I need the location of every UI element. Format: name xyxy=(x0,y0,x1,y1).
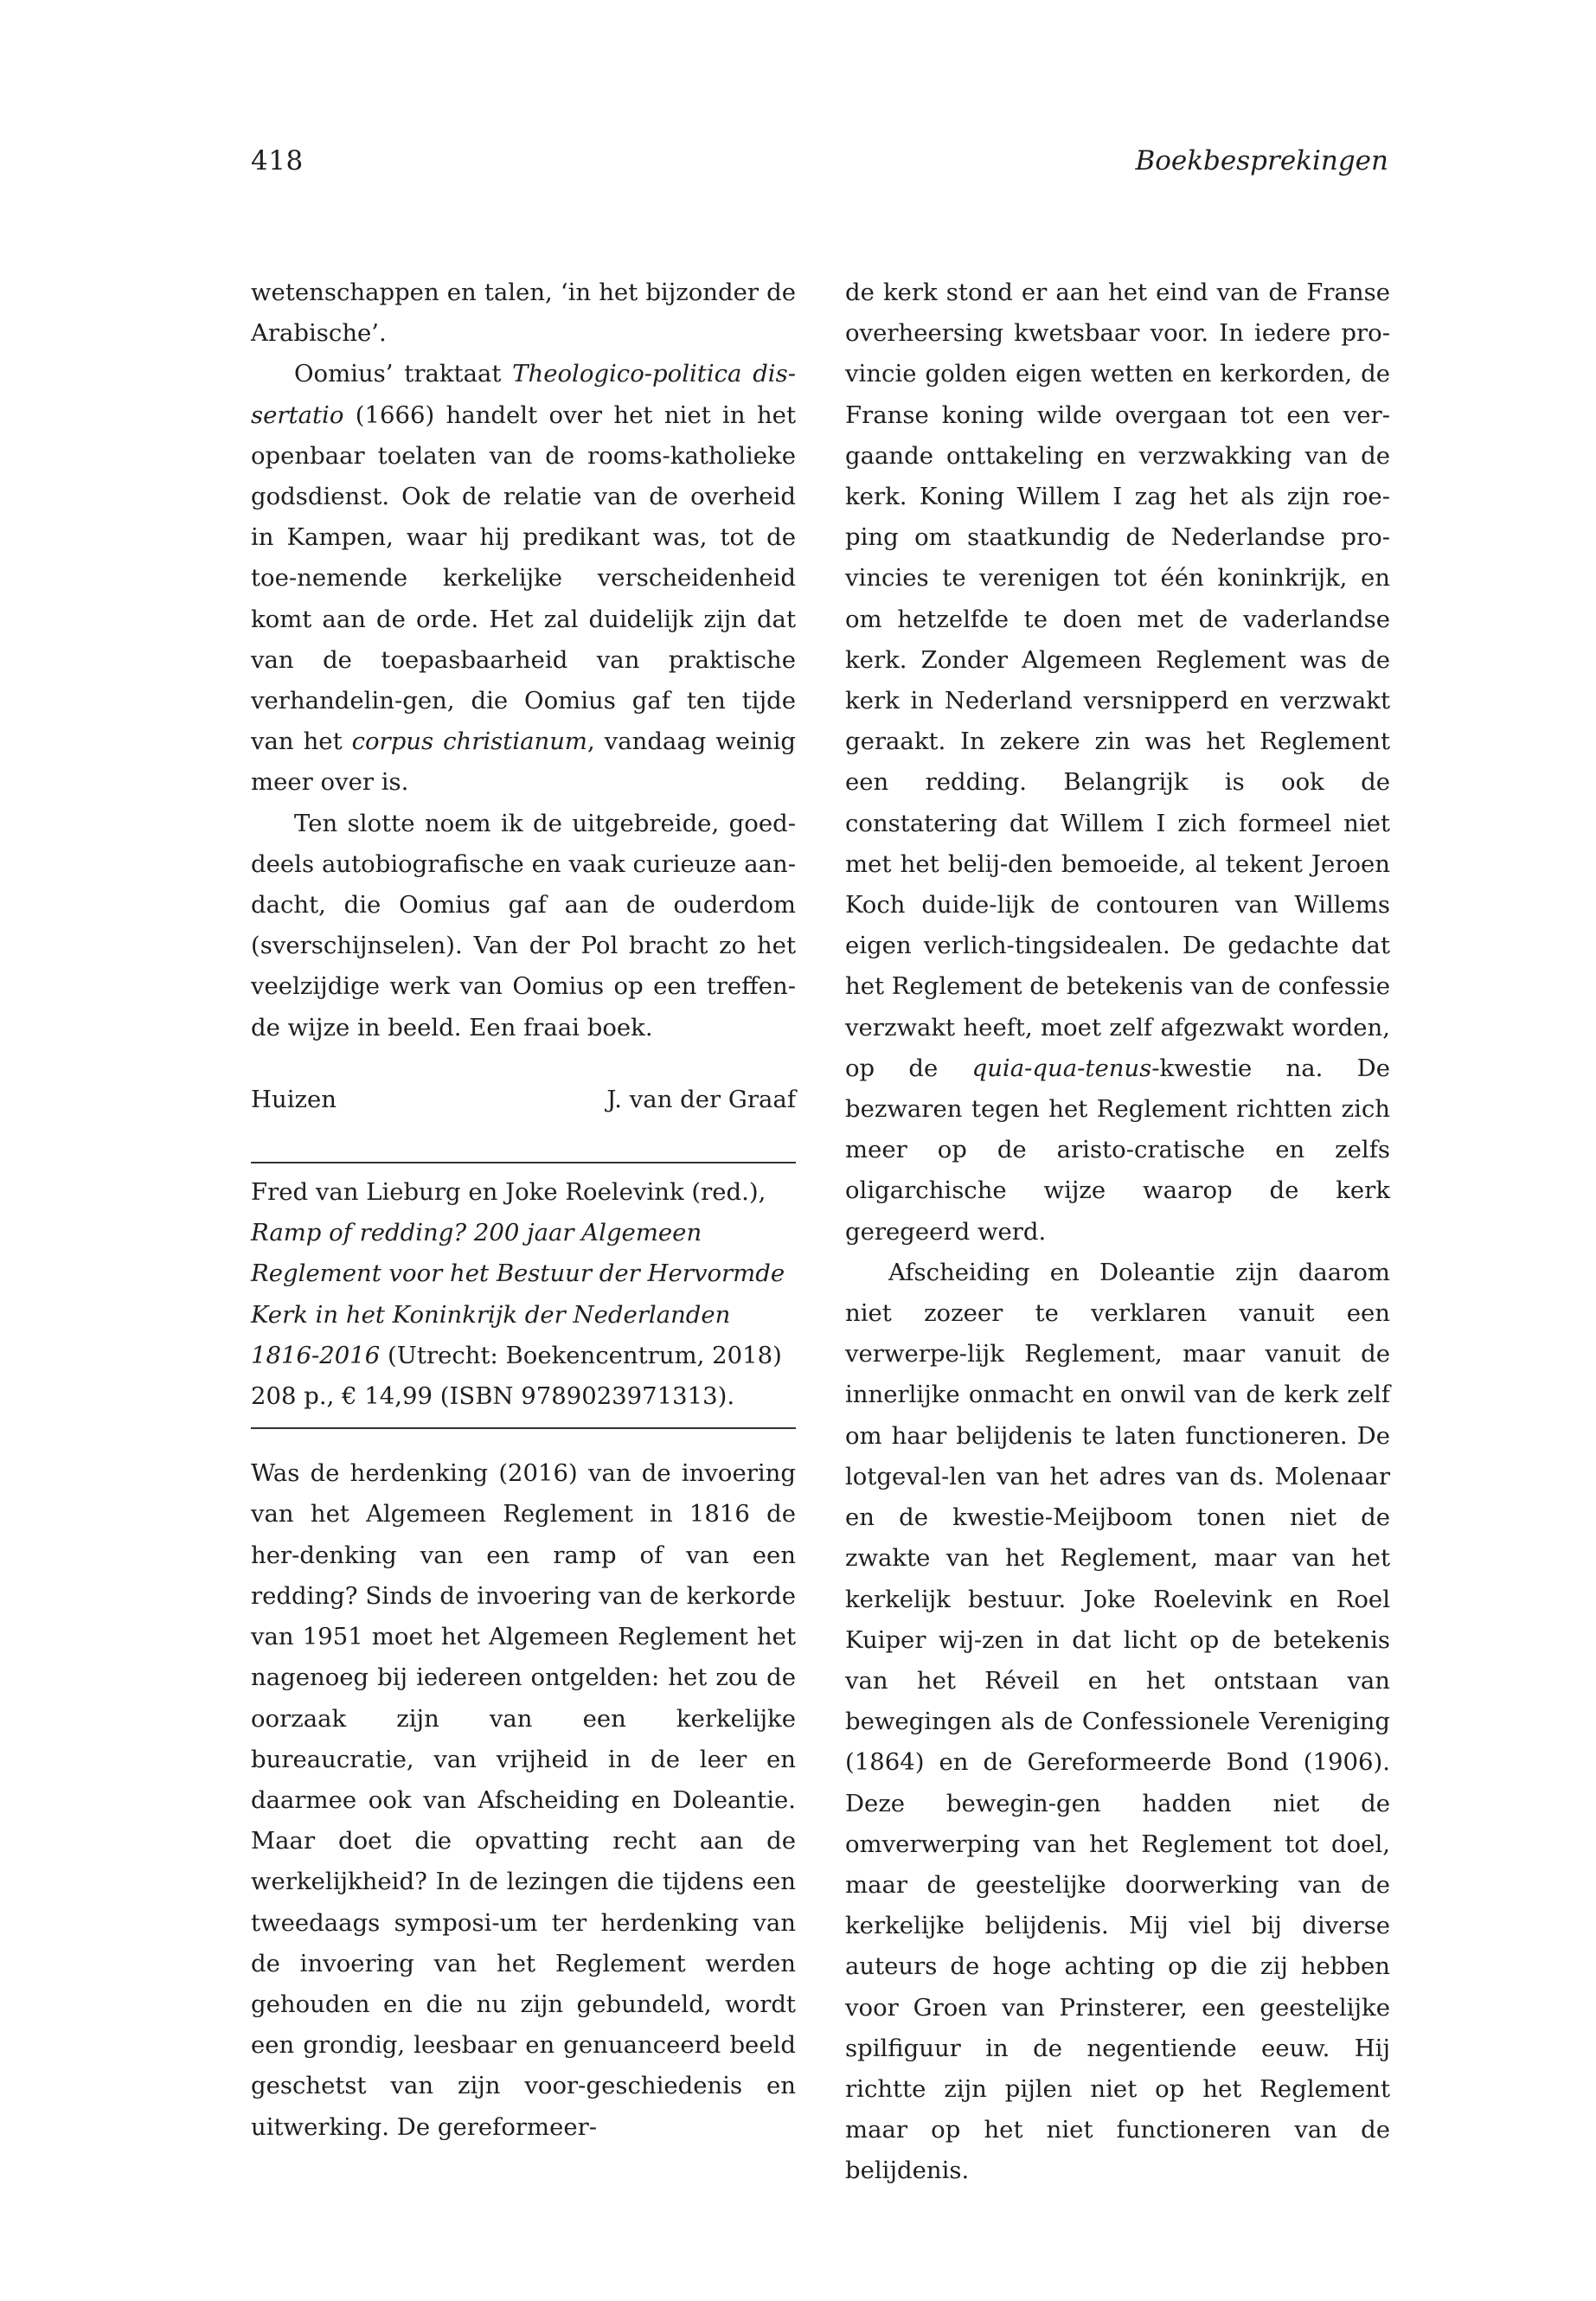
running-head: Boekbesprekingen xyxy=(1135,145,1388,176)
page-number: 418 xyxy=(251,145,304,176)
italic-term: corpus christianum xyxy=(351,727,587,756)
book-title: Ramp of redding? 200 jaar Algemeen Reglement voor het Bestuur der Hervormde Kerk in het Koninkrijk der Nederlanden 1816-2016 xyxy=(251,1219,785,1369)
book-citation xyxy=(251,1163,796,1427)
book-details xyxy=(251,1213,796,1417)
text-run: (1666) handelt over het niet in het openbaar toelaten van de rooms-katholieke godsdienst. Ook de relatie van de overheid in Kampen, waar hij predikant was, tot de toe-nemende kerkelijke verscheidenheid komt aan de orde. Het zal duidelijk zijn dat van de toepasbaarheid van praktische verhandelin-gen, die Oomius gaf ten tijde van het xyxy=(251,401,796,756)
right-column xyxy=(845,272,1390,2192)
paragraph: Ten slotte noem ik de uitgebreide, goed-deels autobiografische en vaak curieuze aan-dacht, die Oomius gaf aan de ouderdom (sverschijnselen). Van der Pol bracht zo het veelzijdige werk van Oomius op een treffen-de wijze in beeld. Een fraai boek. xyxy=(251,809,796,1042)
paragraph xyxy=(845,272,1390,1253)
paragraph: Afscheiding en Doleantie zijn daarom niet zozeer te verklaren vanuit een verwerpe-lijk Reglement, maar vanuit de innerlijke onmacht en onwil van de kerk zelf om haar belijdenis te laten functioneren. De lotgeval-len van het adres van ds. Molenaar en de kwestie-Meijboom tonen niet de zwakte van het Reglement, maar van het kerkelijk bestuur. Joke Roelevink en Roel Kuiper wij-zen in dat licht op de betekenis van het Réveil en het ontstaan van bewegingen als de Confessionele Vereniging (1864) en de Gereformeerde Bond (1906). Deze bewegin-gen hadden niet de omverwerping van het Reglement tot doel, maar de geestelijke doorwerking van de kerkelijke belijdenis. Mij viel bij diverse auteurs de hoge achting op die zij hebben voor Groen van Prinsterer, een geestelijke spilfiguur in de negentiende eeuw. Hij richtte zijn pijlen niet op het Reglement maar op het niet functioneren van de belijdenis. xyxy=(845,1258,1390,2185)
italic-title: Theologico-politica dis-sertatio xyxy=(251,360,796,429)
text-run: Oomius’ traktaat xyxy=(294,360,513,388)
left-column xyxy=(251,272,796,2148)
signature-place: Huizen xyxy=(251,1085,337,1113)
italic-term: quia-qua-tenus xyxy=(971,1054,1152,1082)
divider xyxy=(251,1427,796,1429)
review-signature xyxy=(251,1080,796,1120)
book-editors: Fred van Lieburg en Joke Roelevink (red.), xyxy=(251,1178,766,1207)
paragraph: wetenschappen en talen, ‘in het bijzonder de Arabische’. xyxy=(251,279,796,348)
signature-name: J. van der Graaf xyxy=(606,1085,796,1113)
book-publication: (Utrecht: Boekencentrum, 2018) 208 p., € 14,99 (ISBN 9789023971313). xyxy=(251,1341,782,1411)
text-run: , vandaag weinig meer over is. xyxy=(251,727,796,797)
text-run: -kwestie na. De bezwaren tegen het Reglement richtten zich meer op de aristo-cratische en zelfs oligarchische wijze waarop de kerk geregeerd werd. xyxy=(845,1054,1390,1246)
page-header xyxy=(251,145,1388,189)
paragraph: Was de herdenking (2016) van de invoering van het Algemeen Reglement in 1816 de her-denking van een ramp of van een redding? Sinds de invoering van de kerkorde van 1951 moet het Algemeen Reglement het nagenoeg bij iedereen ontgelden: het zou de oorzaak zijn van een kerkelijke bureaucratie, van vrijheid in de leer en daarmee ook van Afscheiding en Doleantie. Maar doet die opvatting recht aan de werkelijkheid? In de lezingen die tijdens een tweedaags symposi-um ter herdenking van de invoering van het Reglement werden gehouden en die nu zijn gebundeld, wordt een grondig, leesbaar en genuanceerd beeld geschetst van zijn voor-geschiedenis en uitwerking. De gereformeer- xyxy=(251,1459,796,2141)
paragraph xyxy=(251,354,796,803)
text-run: de kerk stond er aan het eind van de Franse overheersing kwetsbaar voor. In iedere pro-vincie golden eigen wetten en kerkorden, de Franse koning wilde overgaan tot een ver-gaande onttakeling en verzwakking van de kerk. Koning Willem I zag het als zijn roe-ping om staatkundig de Nederlandse pro-vincies te verenigen tot één koninkrijk, en om hetzelfde te doen met de vaderlandse kerk. Zonder Algemeen Reglement was de kerk in Nederland versnipperd en verzwakt geraakt. In zekere zin was het Reglement een redding. Belangrijk is ook de constatering dat Willem I zich formeel niet met het belij-den bemoeide, al tekent Jeroen Koch duide-lijk de contouren van Willems eigen verlich-tingsidealen. De gedachte dat het Reglement de betekenis van de confessie verzwakt heeft, moet zelf afgezwakt worden, op de xyxy=(845,279,1390,1082)
